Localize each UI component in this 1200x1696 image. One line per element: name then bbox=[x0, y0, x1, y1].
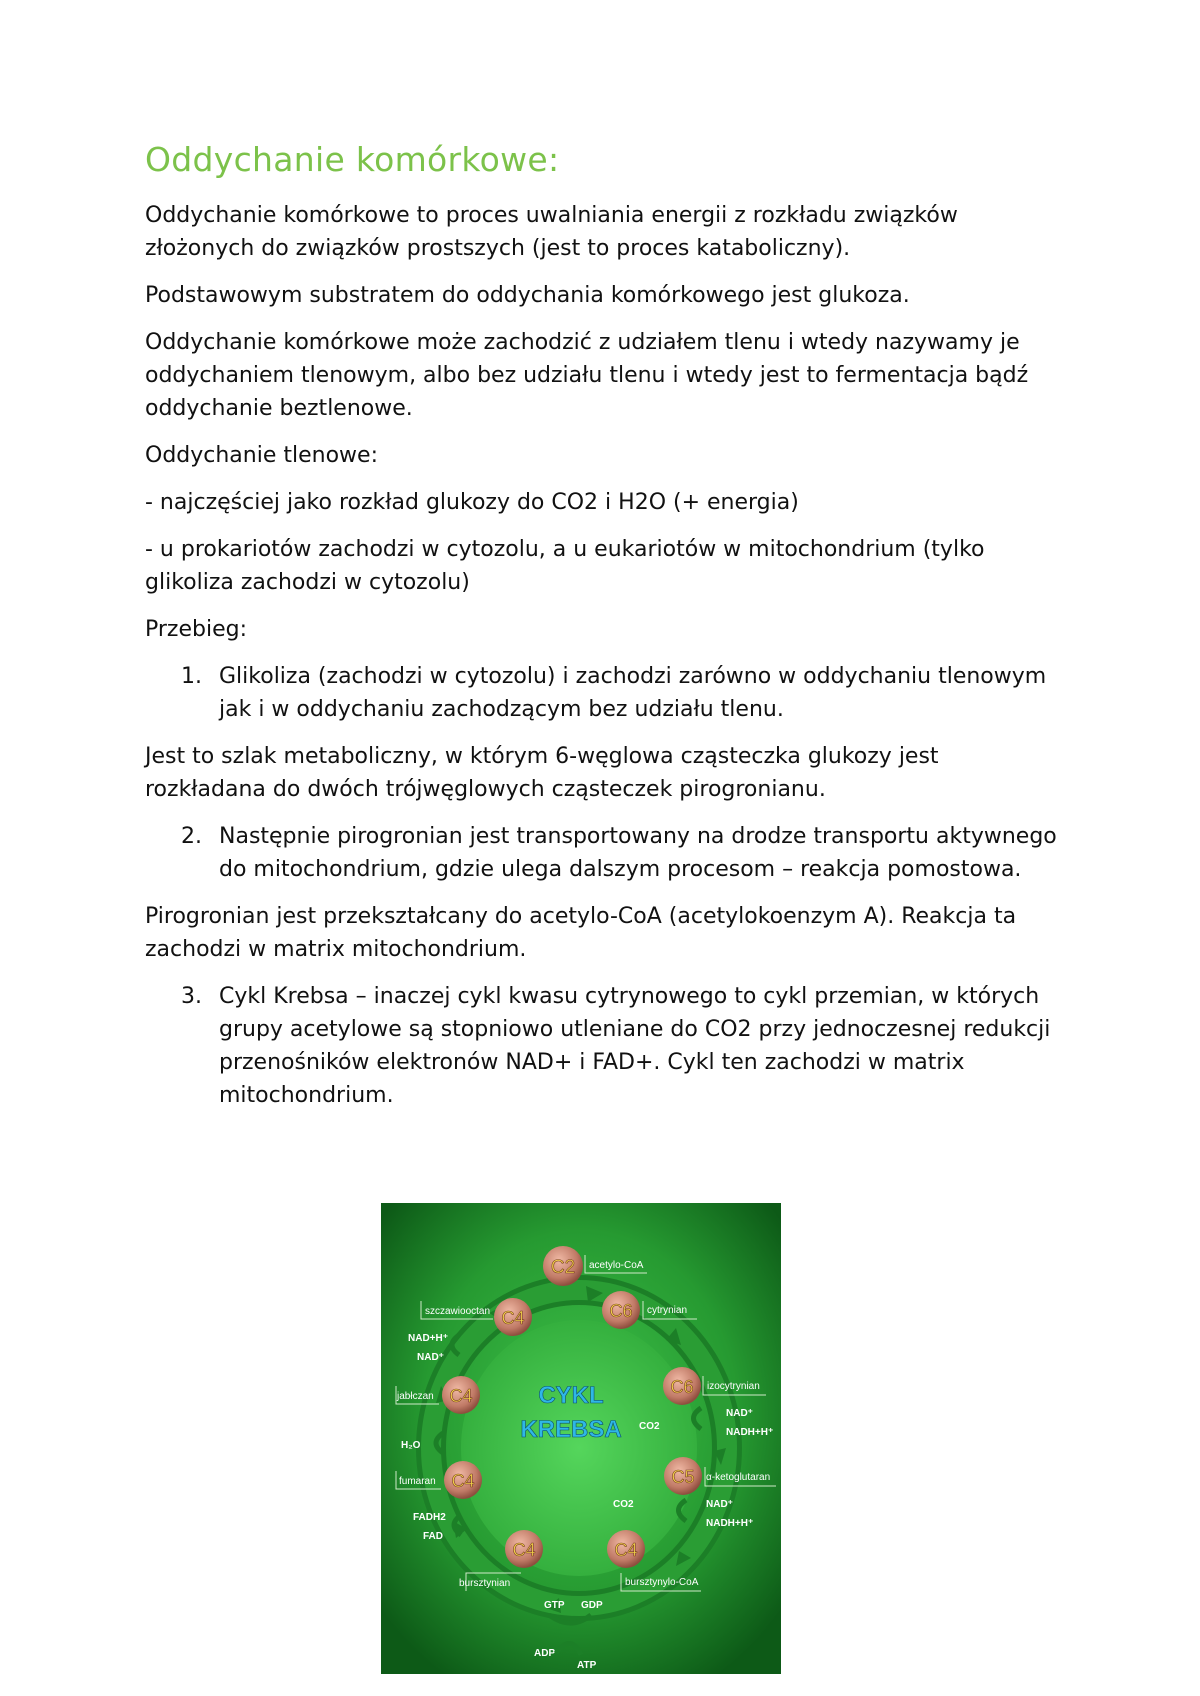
list-item-text: Następnie pirogronian jest transportowany na drodze transportu aktywnego do mitochondrium, gdzie ulega dalszym procesom – reakcja pomostowa. bbox=[219, 824, 1057, 882]
node-c5 bbox=[664, 1457, 702, 1495]
process-list-1 bbox=[145, 660, 1065, 726]
list-item-text: Glikoliza (zachodzi w cytozolu) i zachodzi zarówno w oddychaniu tlenowym jak i w oddychaniu zachodzącym bez udziału tlenu. bbox=[219, 664, 1047, 722]
paragraph-aerobic-point-2: - u prokariotów zachodzi w cytozolu, a u eukariotów w mitochondrium (tylko glikoliza zachodzi w cytozolu) bbox=[145, 537, 985, 595]
cofactor-nadh-right-2: NADH+H⁺ bbox=[706, 1518, 754, 1529]
svg-text:C6: C6 bbox=[609, 1301, 633, 1321]
cofactor-gtp: GTP bbox=[544, 1600, 565, 1611]
svg-text:C6: C6 bbox=[670, 1377, 694, 1397]
document-page bbox=[145, 140, 1065, 1126]
cofactor-atp: ATP bbox=[577, 1660, 597, 1671]
cofactor-nad-right-2: NAD⁺ bbox=[706, 1499, 733, 1510]
node-c4-jablczan bbox=[442, 1376, 480, 1414]
process-list-3 bbox=[145, 980, 1065, 1112]
label-izocytrynian: izocytrynian bbox=[707, 1381, 760, 1392]
node-c4-szczawiooctan bbox=[494, 1298, 532, 1336]
center-text-krebsa: KREBSA bbox=[520, 1416, 622, 1443]
cofactor-co2-2: CO2 bbox=[613, 1499, 634, 1510]
label-bursztynian: bursztynian bbox=[459, 1578, 511, 1589]
cofactor-fad: FAD bbox=[423, 1531, 443, 1542]
cofactor-fadh2: FADH2 bbox=[413, 1512, 446, 1523]
cofactor-adp: ADP bbox=[534, 1648, 556, 1659]
cofactor-h2o: H₂O bbox=[401, 1440, 421, 1451]
list-number: 1. bbox=[181, 664, 202, 689]
cofactor-nadh-left: NAD+H⁺ bbox=[408, 1333, 449, 1344]
svg-text:C2: C2 bbox=[550, 1257, 576, 1278]
cycle-center bbox=[461, 1320, 697, 1576]
cofactor-nadh-right-1: NADH+H⁺ bbox=[726, 1427, 774, 1438]
list-number: 2. bbox=[181, 824, 202, 849]
process-list-2 bbox=[145, 820, 1065, 886]
paragraph-process-heading: Przebieg: bbox=[145, 617, 247, 642]
svg-text:C4: C4 bbox=[449, 1386, 473, 1406]
node-c2 bbox=[543, 1246, 583, 1286]
svg-text:C4: C4 bbox=[501, 1308, 525, 1328]
node-c4-bursztynian bbox=[505, 1530, 543, 1568]
label-jablczan: jabłczan bbox=[397, 1391, 434, 1402]
label-fumaran: fumaran bbox=[399, 1476, 436, 1487]
center-text-cykl: CYKL bbox=[538, 1382, 604, 1409]
node-c6-izocytrynian bbox=[663, 1367, 701, 1405]
node-c4-bursztynylo bbox=[607, 1530, 645, 1568]
paragraph-pyruvate-detail: Pirogronian jest przekształcany do acetylo-CoA (acetylokoenzym A). Reakcja ta zachodzi w matrix mitochondrium. bbox=[145, 904, 1017, 962]
cofactor-nad-left: NAD⁺ bbox=[417, 1352, 444, 1363]
node-c4-fumaran bbox=[444, 1461, 482, 1499]
cofactor-nad-right-1: NAD⁺ bbox=[726, 1408, 753, 1419]
node-c6-cytrynian bbox=[602, 1291, 640, 1329]
cofactor-co2-1: CO2 bbox=[639, 1421, 660, 1432]
paragraph-glycolysis-detail: Jest to szlak metaboliczny, w którym 6-węglowa cząsteczka glukozy jest rozkładana do dwóch trójwęglowych cząsteczek pirogronianu. bbox=[145, 744, 939, 802]
list-item-glycolysis bbox=[145, 660, 1065, 726]
svg-text:C4: C4 bbox=[614, 1540, 638, 1560]
page-title: Oddychanie komórkowe: bbox=[145, 140, 560, 179]
paragraph-substrate: Podstawowym substratem do oddychania komórkowego jest glukoza. bbox=[145, 283, 910, 308]
paragraph-aerobic-point-1: - najczęściej jako rozkład glukozy do CO2 i H2O (+ energia) bbox=[145, 490, 799, 515]
paragraph-types: Oddychanie komórkowe może zachodzić z udziałem tlenu i wtedy nazywamy je oddychaniem tlenowym, albo bez udziału tlenu i wtedy jest to fermentacja bądź oddychanie beztlenowe. bbox=[145, 330, 1029, 421]
list-number: 3. bbox=[181, 984, 202, 1009]
svg-text:C4: C4 bbox=[451, 1471, 475, 1491]
svg-text:C5: C5 bbox=[671, 1467, 695, 1487]
paragraph-aerobic-heading: Oddychanie tlenowe: bbox=[145, 443, 378, 468]
label-szczawiooctan: szczawiooctan bbox=[425, 1306, 491, 1317]
krebs-cycle-diagram bbox=[381, 1203, 781, 1674]
label-acetylo-coa: acetylo-CoA bbox=[589, 1260, 644, 1271]
paragraph-definition: Oddychanie komórkowe to proces uwalniania energii z rozkładu związków złożonych do związków prostszych (jest to proces kataboliczny). bbox=[145, 203, 958, 261]
cofactor-gdp: GDP bbox=[581, 1600, 603, 1611]
label-ketoglutaran: α-ketoglutaran bbox=[706, 1472, 771, 1483]
label-cytrynian: cytrynian bbox=[647, 1305, 688, 1316]
list-item-krebs bbox=[145, 980, 1065, 1112]
label-bursztynylo-coa: bursztynylo-CoA bbox=[625, 1577, 699, 1588]
list-item-text: Cykl Krebsa – inaczej cykl kwasu cytrynowego to cykl przemian, w których grupy acetylowe są stopniowo utleniane do CO2 przy jednoczesnej redukcji przenośników elektronów NAD+ i FAD+. Cykl ten zachodzi w matrix mitochondrium. bbox=[219, 984, 1051, 1108]
svg-text:C4: C4 bbox=[512, 1540, 536, 1560]
list-item-transport bbox=[145, 820, 1065, 886]
